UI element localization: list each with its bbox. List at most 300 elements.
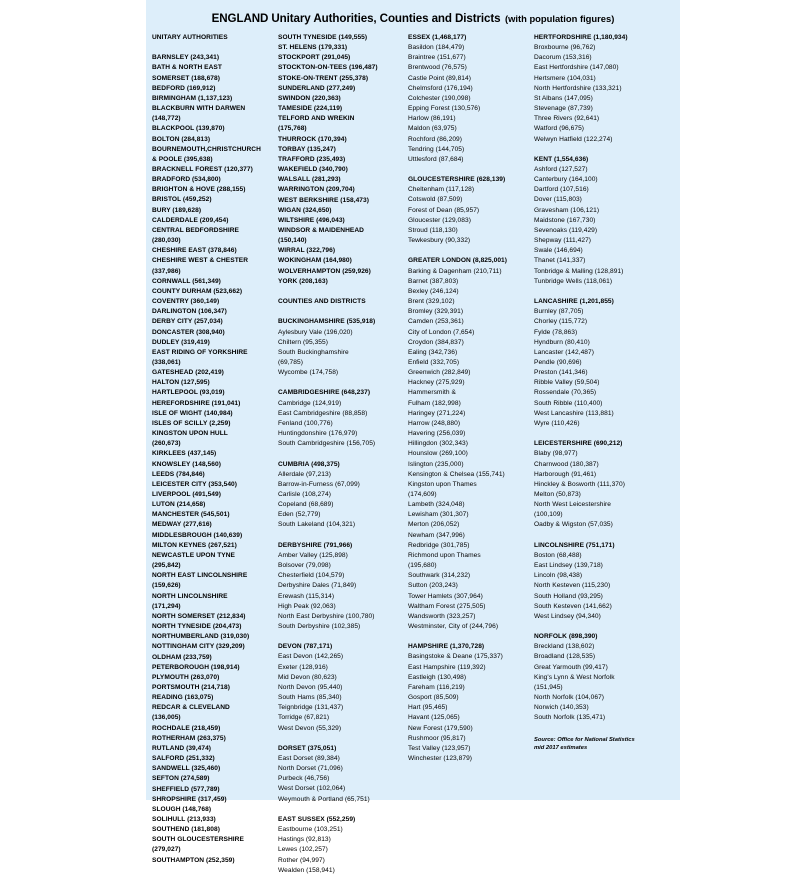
district-item: Burnley (87,705) <box>534 308 584 316</box>
unitary-authority-item: CENTRAL BEDFORDSHIRE <box>152 226 239 234</box>
column-2 <box>278 33 408 876</box>
list-spacer <box>278 378 404 388</box>
district-item: Brent (329,102) <box>408 298 455 306</box>
district-item: North East Derbyshire (100,780) <box>278 612 375 620</box>
district-item: Eastbourne (103,251) <box>278 826 343 834</box>
district-item: North Devon (95,440) <box>278 683 343 691</box>
district-item: Tendring (144,705) <box>408 145 465 153</box>
county-heading: NORFOLK (898,390) <box>534 633 598 641</box>
district-item: Chelmsford (176,194) <box>408 84 473 92</box>
unitary-authority-item: SOUTHAMPTON (252,359) <box>152 856 235 864</box>
unitary-authority-item: NORTHUMBERLAND (319,030) <box>152 633 250 641</box>
district-item: East Cambridgeshire (88,858) <box>278 409 368 417</box>
district-item: Hammersmith & <box>408 389 456 397</box>
district-item: Purbeck (46,756) <box>278 775 330 783</box>
unitary-authority-item: BATH & NORTH EAST <box>152 64 222 72</box>
column-1 <box>152 33 278 866</box>
district-item: Castle Point (89,814) <box>408 74 471 82</box>
district-item: Mid Devon (80,623) <box>278 673 337 681</box>
unitary-authority-item: WAKEFIELD (340,790) <box>278 166 348 174</box>
district-item: Hounslow (269,100) <box>408 450 468 458</box>
unitary-authority-item: TRAFFORD (235,493) <box>278 155 346 163</box>
district-item: Harrow (248,880) <box>408 419 461 427</box>
unitary-authority-item: YORK (208,163) <box>278 277 328 285</box>
district-item: Pendle (90,696) <box>534 358 582 366</box>
district-item: King's Lynn & West Norfolk <box>534 673 615 681</box>
district-item: Wyre (110,426) <box>534 419 580 427</box>
district-item: South Cambridgeshire (156,705) <box>278 440 376 448</box>
district-item: Maidstone (167,730) <box>534 216 596 224</box>
district-item: East Hampshire (119,392) <box>408 663 486 671</box>
district-item: Stroud (118,130) <box>408 226 458 234</box>
unitary-authority-item: PLYMOUTH (263,070) <box>152 673 220 681</box>
district-item: (174,609) <box>408 491 437 498</box>
district-item: Ashford (127,527) <box>534 166 588 174</box>
district-item: West Devon (55,329) <box>278 724 342 732</box>
district-item: Broadland (128,535) <box>534 653 596 661</box>
title-main: ENGLAND Unitary Authorities, Counties and Districts <box>211 12 501 25</box>
county-heading: LEICESTERSHIRE (690,212) <box>534 440 623 448</box>
county-heading: DERBYSHIRE (791,966) <box>278 541 353 549</box>
county-heading: LANCASHIRE (1,201,855) <box>534 298 614 306</box>
list-spacer <box>534 531 674 541</box>
unitary-authority-item: BURY (189,628) <box>152 206 202 214</box>
source-line-1: Source: Office for National Statistics <box>534 736 635 743</box>
district-item: Braintree (151,677) <box>408 54 466 62</box>
district-item: Bolsover (79,098) <box>278 562 331 570</box>
district-item: South Norfolk (135,471) <box>534 714 606 722</box>
district-item: Huntingdonshire (176,979) <box>278 430 358 438</box>
unitary-authority-item: NORTH SOMERSET (212,834) <box>152 612 246 620</box>
district-item: Wycombe (174,758) <box>278 369 339 377</box>
district-item: Hart (95,465) <box>408 704 448 712</box>
district-item: Rushmoor (95,817) <box>408 734 466 742</box>
district-item: Copeland (68,689) <box>278 501 334 509</box>
unitary-authority-item: GATESHEAD (202,419) <box>152 369 224 377</box>
unitary-authority-item: LUTON (214,658) <box>152 501 206 509</box>
district-item: South Buckinghamshire <box>278 348 349 356</box>
district-item: Dover (115,803) <box>534 196 582 204</box>
district-item: Kensington & Chelsea (155,741) <box>408 470 505 478</box>
unitary-authority-item: SWINDON (220,363) <box>278 94 341 102</box>
district-item: (151,945) <box>534 683 563 691</box>
county-heading: EAST SUSSEX (552,259) <box>278 815 356 823</box>
district-item: Richmond upon Thames <box>408 551 481 559</box>
unitary-authority-item: RUTLAND (39,474) <box>152 744 212 752</box>
district-item: Forest of Dean (85,957) <box>408 206 480 214</box>
district-item: East Lindsey (139,718) <box>534 562 603 570</box>
district-item: Allerdale (97,213) <box>278 470 331 478</box>
district-item: West Lindsey (94,340) <box>534 612 601 620</box>
district-item: Greenwich (282,849) <box>408 369 471 377</box>
district-item: Havant (125,065) <box>408 714 460 722</box>
unitary-authority-item: ISLE OF WIGHT (140,984) <box>152 409 233 417</box>
district-item: Wandsworth (323,257) <box>408 612 476 620</box>
district-item: Gosport (85,509) <box>408 694 459 702</box>
unitary-authority-item: OLDHAM (233,759) <box>152 653 212 661</box>
district-item: Watford (96,675) <box>534 125 585 133</box>
district-item: Havering (256,039) <box>408 430 466 438</box>
district-item: Welwyn Hatfield (122,274) <box>534 135 613 143</box>
district-item: Hillingdon (302,343) <box>408 440 469 448</box>
unitary-authority-item: WEST BERKSHIRE (158,473) <box>278 196 369 204</box>
unitary-authority-item: SHEFFIELD (577,789) <box>152 785 220 793</box>
unitary-authority-item: KIRKLEES (437,145) <box>152 450 217 458</box>
district-item: Hertsmere (104,031) <box>534 74 596 82</box>
district-item: South Ribble (110,400) <box>534 399 603 407</box>
unitary-authority-item: SEFTON (274,589) <box>152 775 210 783</box>
district-item: Test Valley (123,957) <box>408 744 471 752</box>
unitary-authority-item: LEICESTER CITY (353,540) <box>152 480 237 488</box>
unitary-authority-item: STOCKPORT (291,045) <box>278 54 351 62</box>
district-item: Stevenage (87,739) <box>534 105 593 113</box>
district-item: Rother (94,997) <box>278 856 325 864</box>
district-item: Cheltenham (117,128) <box>408 186 475 194</box>
district-item: Blaby (98,977) <box>534 450 578 458</box>
section-heading: UNITARY AUTHORITIES <box>152 34 228 41</box>
district-item: Dacorum (153,316) <box>534 54 592 62</box>
district-item: Great Yarmouth (99,417) <box>534 663 608 671</box>
district-item: Broxbourne (96,762) <box>534 44 596 52</box>
district-item: Lincoln (98,438) <box>534 572 583 580</box>
district-item: Norwich (140,353) <box>534 704 589 712</box>
district-item: North Hertfordshire (133,321) <box>534 84 622 92</box>
unitary-authority-item: WILTSHIRE (496,043) <box>278 216 345 224</box>
district-item: New Forest (179,590) <box>408 724 473 732</box>
district-item: Chiltern (95,355) <box>278 338 328 346</box>
county-heading: HAMPSHIRE (1,370,728) <box>408 643 485 651</box>
unitary-authority-item: (148,772) <box>152 115 181 123</box>
county-heading: HERTFORDSHIRE (1,180,934) <box>534 34 628 41</box>
list-spacer <box>408 165 530 175</box>
district-item: Newham (347,996) <box>408 531 465 539</box>
district-item: Lewes (102,257) <box>278 846 328 854</box>
unitary-authority-item: SUNDERLAND (277,249) <box>278 84 356 92</box>
district-item: Basingstoke & Deane (175,337) <box>408 653 503 661</box>
unitary-authority-item: & POOLE (395,638) <box>152 155 213 163</box>
district-item: Melton (50,873) <box>534 490 581 498</box>
list-spacer <box>152 43 274 53</box>
unitary-authority-item: PORTSMOUTH (214,718) <box>152 683 230 691</box>
district-item: Amber Valley (125,898) <box>278 551 348 559</box>
district-item: Westminster, City of (244,796) <box>408 623 499 631</box>
county-heading: GLOUCESTERSHIRE (628,139) <box>408 176 506 184</box>
district-item: Fareham (116,219) <box>408 683 465 691</box>
county-heading: LINCOLNSHIRE (751,171) <box>534 541 615 549</box>
list-spacer <box>534 145 674 155</box>
district-item: Three Rivers (92,641) <box>534 115 600 123</box>
unitary-authority-item: MILTON KEYNES (267,521) <box>152 541 237 549</box>
unitary-authority-item: BRADFORD (534,800) <box>152 176 221 184</box>
county-heading: BUCKINGHAMSHIRE (535,918) <box>278 318 376 326</box>
unitary-authority-item: SOUTHEND (181,808) <box>152 826 220 834</box>
district-item: Lewisham (301,307) <box>408 511 469 519</box>
list-spacer <box>534 287 674 297</box>
district-item: Kingston upon Thames <box>408 480 477 488</box>
source-note <box>534 736 674 752</box>
unitary-authority-item: PETERBOROUGH (198,914) <box>152 663 240 671</box>
district-item: Islington (235,000) <box>408 460 464 468</box>
unitary-authority-item: NORTH LINCOLNSHIRE <box>152 592 228 600</box>
list-spacer <box>408 246 530 256</box>
district-item: South Lakeland (104,321) <box>278 521 356 529</box>
unitary-authority-item: (175,768) <box>278 125 307 133</box>
unitary-authority-item: HALTON (127,595) <box>152 379 210 387</box>
district-item: Tower Hamlets (307,964) <box>408 592 483 600</box>
list-spacer <box>534 429 674 439</box>
unitary-authority-item: NORTH EAST LINCOLNSHIRE <box>152 572 248 580</box>
unitary-authority-item: SALFORD (251,332) <box>152 755 215 763</box>
unitary-authority-item: ISLES OF SCILLY (2,259) <box>152 419 231 427</box>
county-heading: ESSEX (1,468,177) <box>408 34 467 41</box>
unitary-authority-item: READING (163,075) <box>152 694 214 702</box>
unitary-authority-item: STOCKTON-ON-TEES (196,487) <box>278 64 378 72</box>
unitary-authority-item: (150,140) <box>278 237 307 245</box>
unitary-authority-item: (279,027) <box>152 846 181 854</box>
district-item: Gloucester (129,083) <box>408 216 471 224</box>
district-item: Haringey (271,224) <box>408 409 466 417</box>
district-item: Fylde (78,863) <box>534 328 578 336</box>
district-item: Barrow-in-Furness (67,099) <box>278 480 360 488</box>
district-item: (100,109) <box>534 511 563 519</box>
district-item: Maldon (63,975) <box>408 125 457 133</box>
district-item: Torridge (67,821) <box>278 714 330 722</box>
unitary-authority-item: (295,842) <box>152 562 181 570</box>
unitary-authority-item: KINGSTON UPON HULL <box>152 430 228 438</box>
district-item: Camden (253,361) <box>408 318 464 326</box>
unitary-authority-item: SOLIHULL (213,933) <box>152 816 216 824</box>
unitary-authority-item: HARTLEPOOL (93,019) <box>152 389 225 397</box>
unitary-authority-item: BOURNEMOUTH,CHRISTCHURCH <box>152 145 261 153</box>
page-title <box>152 7 674 33</box>
district-item: High Peak (92,063) <box>278 602 336 610</box>
unitary-authority-item: (136,005) <box>152 714 181 722</box>
district-item: Harborough (91,461) <box>534 470 597 478</box>
unitary-authority-item: BIRMINGHAM (1,137,123) <box>152 94 233 102</box>
district-item: Oadby & Wigston (57,035) <box>534 521 613 529</box>
unitary-authority-item: BLACKBURN WITH DARWEN <box>152 105 246 113</box>
list-spacer <box>278 734 404 744</box>
unitary-authority-item: BEDFORD (169,912) <box>152 84 216 92</box>
unitary-authority-item: MEDWAY (277,616) <box>152 521 212 529</box>
unitary-authority-item: ROTHERHAM (263,375) <box>152 734 226 742</box>
district-item: Ealing (342,736) <box>408 348 458 356</box>
district-item: (195,680) <box>408 562 437 570</box>
unitary-authority-item: (280,030) <box>152 237 181 245</box>
district-item: Chorley (115,772) <box>534 318 588 326</box>
district-item: Waltham Forest (275,505) <box>408 602 486 610</box>
unitary-authority-item: LEEDS (784,846) <box>152 470 205 478</box>
district-item: Thanet (141,337) <box>534 257 586 265</box>
unitary-authority-item: TORBAY (135,247) <box>278 145 336 153</box>
title-subtitle: (with population figures) <box>504 13 615 24</box>
district-item: South Holland (93,295) <box>534 592 603 600</box>
district-item: Harlow (86,191) <box>408 115 456 123</box>
district-item: Winchester (123,879) <box>408 755 473 763</box>
unitary-authority-item: SOMERSET (188,678) <box>152 74 220 82</box>
district-item: Cotswold (87,509) <box>408 196 463 204</box>
district-item: Ribble Valley (59,504) <box>534 379 600 387</box>
county-heading: CAMBRIDGESHIRE (648,237) <box>278 389 371 397</box>
district-item: Croydon (384,837) <box>408 338 464 346</box>
district-item: Tewkesbury (90,332) <box>408 237 471 245</box>
district-item: Cambridge (124,919) <box>278 399 342 407</box>
district-item: Tunbridge Wells (118,061) <box>534 277 613 285</box>
unitary-authority-item: COVENTRY (360,149) <box>152 298 220 306</box>
unitary-authority-item: MIDDLESBROUGH (140,639) <box>152 531 243 539</box>
poster-panel <box>146 0 680 874</box>
district-item: Derbyshire Dales (71,849) <box>278 582 357 590</box>
district-item: Swale (146,694) <box>534 247 583 255</box>
district-item: Dartford (107,516) <box>534 186 589 194</box>
panel-inner <box>146 0 680 874</box>
county-heading: DEVON (787,171) <box>278 643 333 651</box>
district-item: West Lancashire (113,881) <box>534 409 614 417</box>
list-spacer <box>278 307 404 317</box>
unitary-authority-item: DUDLEY (319,419) <box>152 338 210 346</box>
unitary-authority-item: DERBY CITY (257,034) <box>152 318 223 326</box>
district-item: South Kesteven (141,662) <box>534 602 612 610</box>
unitary-authority-item: ST. HELENS (179,331) <box>278 44 348 52</box>
district-item: Eastleigh (130,498) <box>408 673 467 681</box>
unitary-authority-item: WINDSOR & MAIDENHEAD <box>278 226 364 234</box>
district-item: Preston (141,346) <box>534 369 588 377</box>
unitary-authority-item: COUNTY DURHAM (523,662) <box>152 287 243 295</box>
unitary-authority-item: WARRINGTON (209,704) <box>278 186 355 194</box>
unitary-authority-item: WALSALL (281,293) <box>278 176 341 184</box>
column-3 <box>408 33 534 764</box>
district-item: Epping Forest (130,576) <box>408 105 481 113</box>
unitary-authority-item: CALDERDALE (209,454) <box>152 216 229 224</box>
list-spacer <box>408 632 530 642</box>
district-item: Southwark (314,232) <box>408 572 471 580</box>
list-spacer <box>278 632 404 642</box>
unitary-authority-item: SANDWELL (325,460) <box>152 765 221 773</box>
district-item: Sevenoaks (119,429) <box>534 226 598 234</box>
district-item: Fulham (182,998) <box>408 399 461 407</box>
unitary-authority-item: WOKINGHAM (164,980) <box>278 257 352 265</box>
unitary-authority-item: BARNSLEY (243,341) <box>152 54 220 62</box>
district-item: Tonbridge & Malling (128,891) <box>534 267 624 275</box>
county-heading: GREATER LONDON (8,825,001) <box>408 257 508 265</box>
unitary-authority-item: NORTH TYNESIDE (204,473) <box>152 623 242 631</box>
district-item: North Kesteven (115,230) <box>534 582 611 590</box>
unitary-authority-item: (338,061) <box>152 358 181 366</box>
district-item: Hastings (92,813) <box>278 836 331 844</box>
district-item: Carlisle (108,274) <box>278 490 331 498</box>
unitary-authority-item: (159,626) <box>152 582 181 590</box>
unitary-authority-item: HEREFORDSHIRE (191,041) <box>152 399 241 407</box>
district-item: Hyndburn (80,410) <box>534 338 590 346</box>
district-item: Weymouth & Portland (65,751) <box>278 795 370 803</box>
district-item: City of London (7,654) <box>408 328 475 336</box>
list-spacer <box>278 449 404 459</box>
unitary-authority-item: CHESHIRE EAST (378,846) <box>152 247 237 255</box>
unitary-authority-item: BRACKNELL FOREST (120,377) <box>152 166 253 174</box>
district-item: South Derbyshire (102,385) <box>278 622 361 630</box>
unitary-authority-item: LIVERPOOL (491,549) <box>152 491 221 499</box>
district-item: Uttlesford (87,684) <box>408 155 464 163</box>
district-item: Rossendale (70,365) <box>534 389 597 397</box>
list-spacer <box>534 622 674 632</box>
unitary-authority-item: MANCHESTER (545,501) <box>152 511 230 519</box>
unitary-authority-item: BOLTON (284,813) <box>152 135 211 143</box>
district-item: East Hertfordshire (147,080) <box>534 64 619 72</box>
list-spacer <box>278 531 404 541</box>
unitary-authority-item: NEWCASTLE UPON TYNE <box>152 551 236 559</box>
district-item: Aylesbury Vale (196,020) <box>278 328 353 336</box>
county-heading: DORSET (375,051) <box>278 744 337 752</box>
unitary-authority-item: KNOWSLEY (148,560) <box>152 460 221 468</box>
district-item: Eden (52,779) <box>278 511 321 519</box>
district-item: South Hams (85,340) <box>278 694 342 702</box>
unitary-authority-item: NOTTINGHAM CITY (329,209) <box>152 643 245 651</box>
unitary-authority-item: BRIGHTON & HOVE (288,155) <box>152 186 246 194</box>
district-item: Wealden (158,941) <box>278 866 335 874</box>
district-item: Sutton (203,243) <box>408 582 458 590</box>
district-item: Boston (68,488) <box>534 551 582 559</box>
district-item: Shepway (111,427) <box>534 237 592 245</box>
unitary-authority-item: TAMESIDE (224,119) <box>278 105 343 113</box>
unitary-authority-item: TELFORD AND WREKIN <box>278 115 355 123</box>
district-item: East Dorset (89,384) <box>278 754 340 762</box>
district-item: Teignbridge (131,437) <box>278 704 344 712</box>
unitary-authority-item: THURROCK (170,394) <box>278 135 347 143</box>
district-item: Bromley (329,391) <box>408 308 464 316</box>
district-item: Breckland (138,602) <box>534 643 595 651</box>
unitary-authority-item: WIRRAL (322,796) <box>278 247 336 255</box>
district-item: Bexley (246,124) <box>408 287 459 295</box>
district-item: (69,785) <box>278 358 303 366</box>
district-item: Exeter (128,916) <box>278 663 328 671</box>
unitary-authority-item: SOUTH GLOUCESTERSHIRE <box>152 836 244 844</box>
district-item: North Dorset (71,096) <box>278 765 343 773</box>
district-item: Rochford (86,209) <box>408 135 462 143</box>
unitary-authority-item: ROCHDALE (218,459) <box>152 724 221 732</box>
district-item: Canterbury (164,100) <box>534 176 598 184</box>
district-item: Colchester (190,098) <box>408 94 471 102</box>
district-item: Fenland (100,776) <box>278 419 333 427</box>
district-item: Redbridge (301,785) <box>408 541 470 549</box>
unitary-authority-item: DONCASTER (308,940) <box>152 328 225 336</box>
district-item: Brentwood (76,575) <box>408 64 467 72</box>
unitary-authority-item: BLACKPOOL (139,870) <box>152 125 225 133</box>
district-item: North Norfolk (104,067) <box>534 694 605 702</box>
unitary-authority-item: WIGAN (324,650) <box>278 206 332 214</box>
district-item: St Albans (147,095) <box>534 94 593 102</box>
unitary-authority-item: (260,673) <box>152 440 181 448</box>
district-item: East Devon (142,265) <box>278 653 344 661</box>
unitary-authority-item: CORNWALL (561,349) <box>152 277 221 285</box>
unitary-authority-item: EAST RIDING OF YORKSHIRE <box>152 348 248 356</box>
unitary-authority-item: STOKE-ON-TRENT (255,378) <box>278 74 369 82</box>
district-item: Enfield (332,705) <box>408 358 460 366</box>
columns-container <box>152 33 674 876</box>
district-item: Barnet (387,803) <box>408 277 459 285</box>
district-item: Charnwood (180,387) <box>534 460 599 468</box>
district-item: Erewash (115,314) <box>278 592 335 600</box>
district-item: Hackney (275,929) <box>408 379 465 387</box>
district-item: Gravesham (106,121) <box>534 206 600 214</box>
unitary-authority-item: (171,294) <box>152 602 181 610</box>
district-item: Merton (206,052) <box>408 521 460 529</box>
unitary-authority-item: SOUTH TYNESIDE (149,555) <box>278 34 368 41</box>
district-item: West Dorset (102,064) <box>278 785 346 793</box>
district-item: Lancaster (142,487) <box>534 348 594 356</box>
unitary-authority-item: REDCAR & CLEVELAND <box>152 704 230 712</box>
unitary-authority-item: BRISTOL (459,252) <box>152 196 212 204</box>
county-heading: KENT (1,554,636) <box>534 155 589 163</box>
